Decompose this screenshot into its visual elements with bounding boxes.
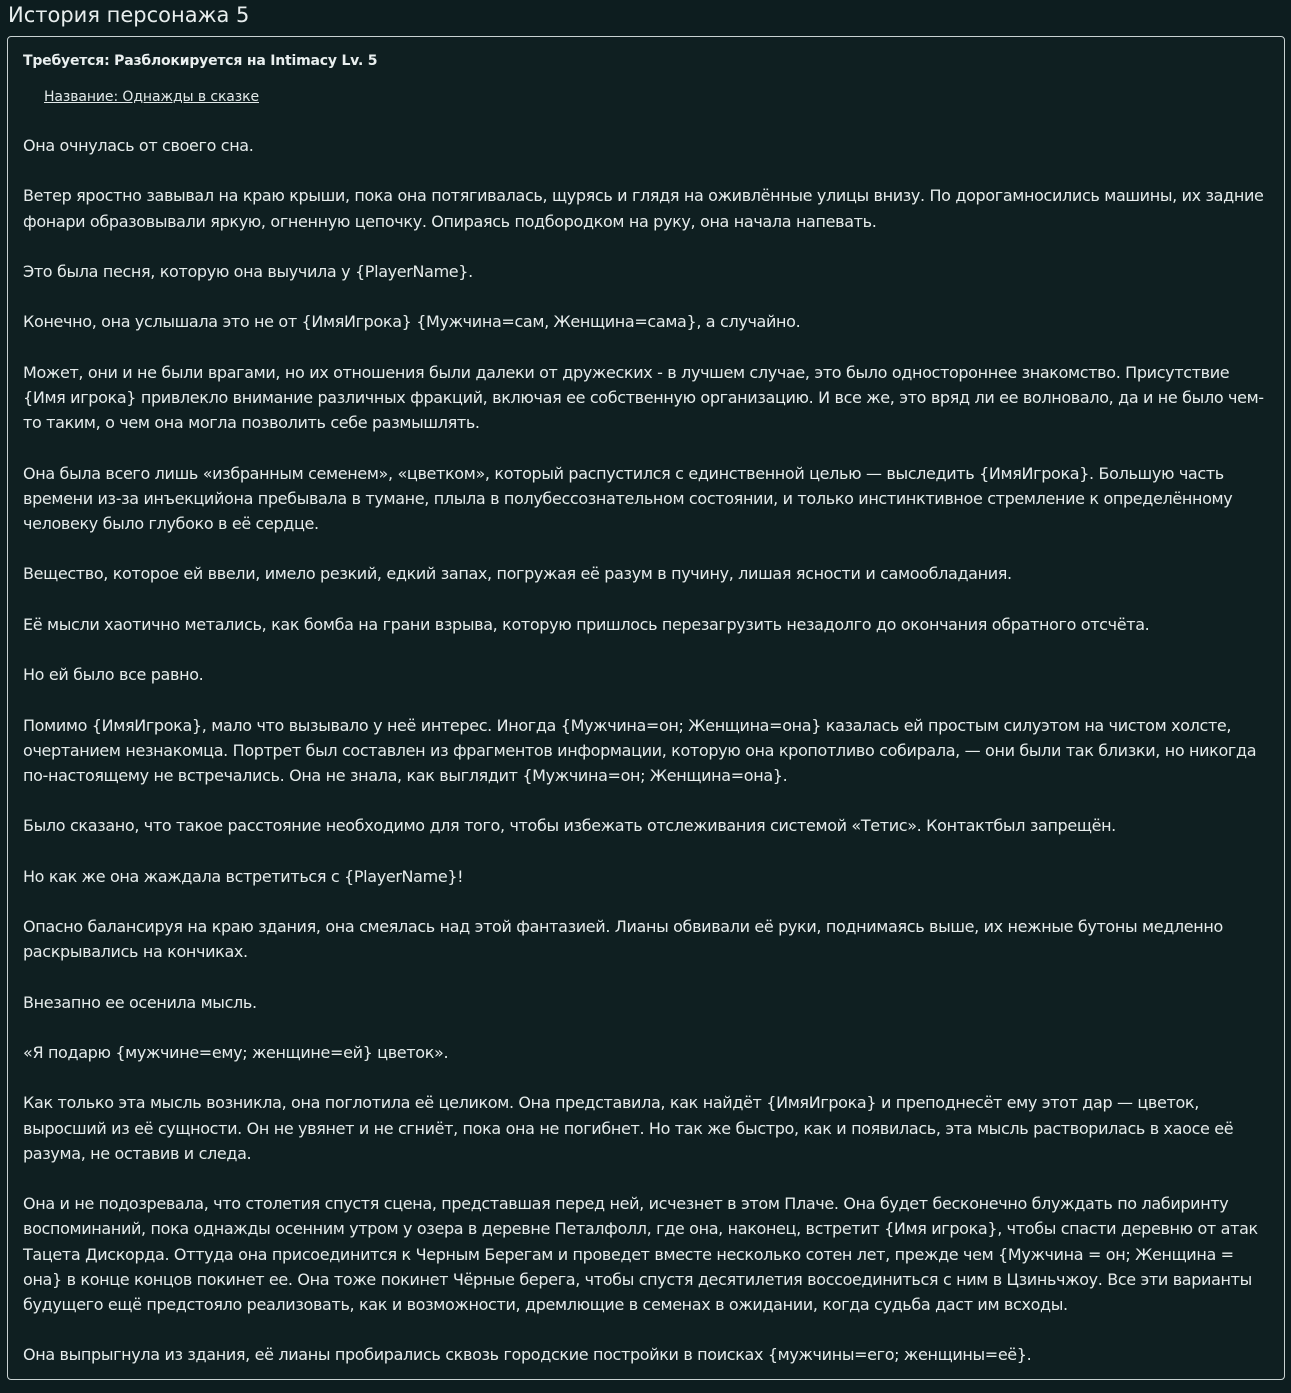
story-paragraph: Помимо {ИмяИгрока}, мало что вызывало у неё интерес. Иногда {Мужчина=он; Женщина=она} казалась ей простым силуэтом на чистом холсте, очертанием незнакомца. Портрет был составлен из фрагментов информации, которую она кропотливо собирала, — они были так близки, но никогда по-настоящему не встречались. Она не знала, как выглядит {Мужчина=он; Женщина=она}. — [23, 715, 1257, 785]
story-paragraph: Она была всего лишь «избранным семенем», «цветком», который распустился с единственной целью — выследить {ИмяИгрока}. Большую часть времени из-за инъекцийона пребывала в тумане, плыла в полубессознательном состоянии, и только инстинктивное стремление к определённому человеку было глубоко в её сердце. — [23, 463, 1233, 533]
story-paragraph: Опасно балансируя на краю здания, она смеялась над этой фантазией. Лианы обвивали её руки, поднимаясь выше, их нежные бутоны медленно раскрывались на кончиках. — [23, 917, 1223, 962]
story-name-link[interactable]: Название: Однажды в сказке — [44, 89, 259, 105]
story-paragraph: Как только эта мысль возникла, она поглотила её целиком. Она представила, как найдёт {ИмяИгрока} и преподнесёт ему этот дар — цветок, выросший из её сущности. Он не увянет и не сгниёт, пока она не погибнет. Но так же быстро, как и появилась, эта мысль растворилась в хаосе её разума, не оставив и следа. — [23, 1093, 1234, 1163]
story-paragraph: Может, они и не были врагами, но их отношения были далеки от дружеских - в лучшем случае, это было одностороннее знакомство. Присутствие {Имя игрока} привлекло внимание различных фракций, включая ее собственную организацию. И все же, это вряд ли ее волновало, да и не было чем-то таким, о чем она могла позволить себе размышлять. — [23, 362, 1264, 433]
story-body — [23, 133, 1271, 1393]
story-paragraph: Она очнулась от своего сна. — [23, 136, 254, 155]
story-paragraph: Вещество, которое ей ввели, имело резкий, едкий запах, погружая её разум в пучину, лишая ясности и самообладания. — [23, 564, 1012, 584]
story-paragraph: Конечно, она услышала это не от {ИмяИгрока} {Мужчина=сам, Женщина=сама}, а случайно. — [23, 312, 801, 332]
story-paragraph: Её мысли хаотично метались, как бомба на грани взрыва, которую пришлось перезагрузить незадолго до окончания обратного отсчёта. — [23, 614, 1150, 634]
story-paragraph: Ветер яростно завывал на краю крыши, пока она потягивалась, щурясь и глядя на оживлённые улицы внизу. По дорогамносились машины, их задние фонари образовывали яркую, огненную цепочку. Опираясь подбородком на руку, она начала напевать. — [23, 186, 1264, 231]
page-title: История персонажа 5 — [8, 3, 250, 27]
story-paragraph: Но как же она жаждала встретиться с {PlayerName}! — [23, 866, 464, 886]
story-paragraph: «Я подарю {мужчине=ему; женщине=ей} цветок». — [23, 1043, 449, 1063]
story-paragraph: Было сказано, что такое расстояние необходимо для того, чтобы избежать отслеживания системой «Тетис». Контактбыл запрещён. — [23, 816, 1116, 836]
story-paragraph: Это была песня, которую она выучила у {PlayerName}. — [23, 261, 473, 281]
story-paragraph: Она выпрыгнула из здания, её лианы пробирались сквозь городские постройки в поисках {мужчины=его; женщины=её}. — [23, 1345, 1032, 1365]
story-panel — [7, 36, 1285, 1380]
story-paragraph: Внезапно ее осенила мысль. — [23, 992, 257, 1012]
story-paragraph: Она и не подозревала, что столетия спустя сцена, представшая перед ней, исчезнет в этом Плаче. Она будет бесконечно блуждать по лабиринту воспоминаний, пока однажды осенним утром у озера в деревне Петалфолл, где она, наконец, встретит {Имя игрока}, чтобы спасти деревню от атак Тацета Дискорда. Оттуда она присоединится к Черным Берегам и проведет вместе несколько сотен лет, прежде чем {Мужчина = он; Женщина = она} в конце концов покинет ее. Она тоже покинет Чёрные берега, чтобы спустя десятилетия воссоединиться с ним в Цзиньчжоу. Все эти варианты будущего ещё предстояло реализовать, как и возможности, дремлющие в семенах в ожидании, когда судьба даст им всходы. — [23, 1194, 1258, 1315]
unlock-requirement: Требуется: Разблокируется на Intimacy Lv. 5 — [23, 53, 378, 69]
story-paragraph: Но ей было все равно. — [23, 665, 204, 685]
